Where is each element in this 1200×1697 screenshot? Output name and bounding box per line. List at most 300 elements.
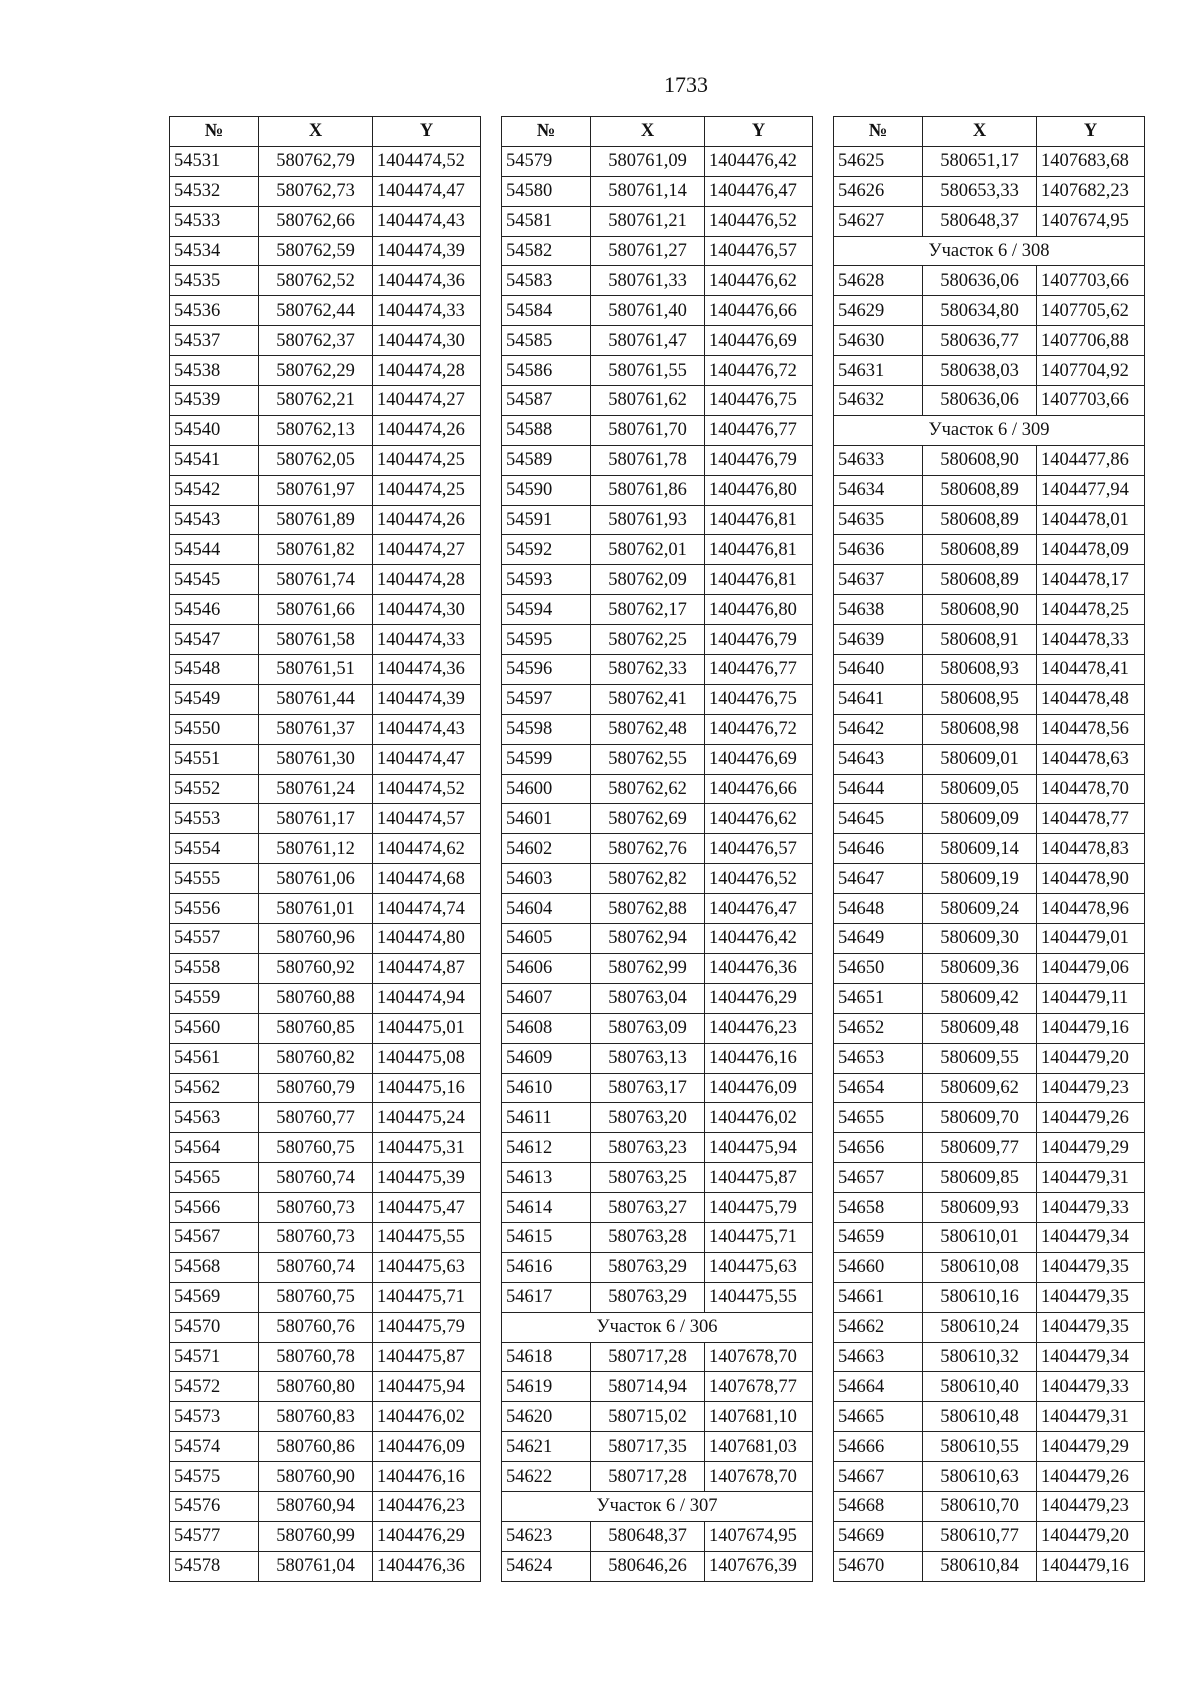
- point-number-cell: 54660: [834, 1252, 923, 1282]
- x-coordinate-cell: 580762,05: [259, 445, 373, 475]
- table-row: [170, 924, 481, 954]
- point-number-cell: 54575: [170, 1462, 259, 1492]
- table-row: [834, 1222, 1145, 1252]
- x-coordinate-cell: 580761,97: [259, 475, 373, 505]
- point-number-cell: 54630: [834, 326, 923, 356]
- table-row: [170, 415, 481, 445]
- table-row: [502, 415, 813, 445]
- point-number-cell: 54547: [170, 625, 259, 655]
- table-row: [502, 146, 813, 176]
- table-row: [502, 714, 813, 744]
- y-coordinate-cell: 1404479,35: [1037, 1312, 1145, 1342]
- point-number-cell: 54622: [502, 1462, 591, 1492]
- x-coordinate-cell: 580762,59: [259, 236, 373, 266]
- x-coordinate-cell: 580762,25: [591, 625, 705, 655]
- table-row: [502, 1521, 813, 1551]
- table-row: [170, 1491, 481, 1521]
- point-number-cell: 54588: [502, 415, 591, 445]
- x-coordinate-cell: 580717,35: [591, 1432, 705, 1462]
- point-number-cell: 54598: [502, 714, 591, 744]
- x-coordinate-cell: 580760,99: [259, 1521, 373, 1551]
- y-coordinate-cell: 1407706,88: [1037, 326, 1145, 356]
- table-row: [170, 714, 481, 744]
- point-number-cell: 54549: [170, 684, 259, 714]
- x-coordinate-cell: 580760,82: [259, 1043, 373, 1073]
- x-coordinate-cell: 580760,92: [259, 953, 373, 983]
- table-row: [170, 1043, 481, 1073]
- x-coordinate-cell: 580762,55: [591, 744, 705, 774]
- table-row: [502, 1282, 813, 1312]
- y-coordinate-cell: 1404476,80: [705, 595, 813, 625]
- y-coordinate-cell: 1404476,81: [705, 565, 813, 595]
- table-row: [502, 595, 813, 625]
- point-number-cell: 54643: [834, 744, 923, 774]
- header-y: Y: [373, 117, 481, 147]
- table-row: [834, 1043, 1145, 1073]
- point-number-cell: 54635: [834, 505, 923, 535]
- y-coordinate-cell: 1404475,55: [373, 1222, 481, 1252]
- table-row: [170, 655, 481, 685]
- y-coordinate-cell: 1404475,47: [373, 1193, 481, 1223]
- table-row: [502, 445, 813, 475]
- point-number-cell: 54578: [170, 1551, 259, 1581]
- y-coordinate-cell: 1404478,48: [1037, 684, 1145, 714]
- y-coordinate-cell: 1404474,39: [373, 684, 481, 714]
- table-row: [834, 176, 1145, 206]
- x-coordinate-cell: 580762,82: [591, 864, 705, 894]
- point-number-cell: 54647: [834, 864, 923, 894]
- point-number-cell: 54586: [502, 356, 591, 386]
- y-coordinate-cell: 1404474,36: [373, 266, 481, 296]
- x-coordinate-cell: 580651,17: [923, 146, 1037, 176]
- y-coordinate-cell: 1404476,02: [705, 1103, 813, 1133]
- x-coordinate-cell: 580763,09: [591, 1013, 705, 1043]
- point-number-cell: 54579: [502, 146, 591, 176]
- point-number-cell: 54595: [502, 625, 591, 655]
- x-coordinate-cell: 580610,01: [923, 1222, 1037, 1252]
- point-number-cell: 54582: [502, 236, 591, 266]
- point-number-cell: 54649: [834, 924, 923, 954]
- y-coordinate-cell: 1404476,36: [373, 1551, 481, 1581]
- point-number-cell: 54607: [502, 983, 591, 1013]
- point-number-cell: 54587: [502, 386, 591, 416]
- table-row: [170, 266, 481, 296]
- point-number-cell: 54583: [502, 266, 591, 296]
- table-row: [834, 535, 1145, 565]
- table-row: [170, 684, 481, 714]
- table-row: [834, 714, 1145, 744]
- section-label: Участок 6 / 308: [834, 236, 1145, 266]
- x-coordinate-cell: 580762,94: [591, 924, 705, 954]
- point-number-cell: 54538: [170, 356, 259, 386]
- table-row: [834, 1133, 1145, 1163]
- table-row: [834, 326, 1145, 356]
- table-row: [170, 565, 481, 595]
- y-coordinate-cell: 1404476,57: [705, 236, 813, 266]
- x-coordinate-cell: 580762,17: [591, 595, 705, 625]
- point-number-cell: 54627: [834, 206, 923, 236]
- y-coordinate-cell: 1404474,26: [373, 415, 481, 445]
- table-row: [170, 1551, 481, 1581]
- x-coordinate-cell: 580763,04: [591, 983, 705, 1013]
- y-coordinate-cell: 1404479,33: [1037, 1193, 1145, 1223]
- table-row: [170, 864, 481, 894]
- x-coordinate-cell: 580761,47: [591, 326, 705, 356]
- x-coordinate-cell: 580762,48: [591, 714, 705, 744]
- table-row: [502, 1103, 813, 1133]
- x-coordinate-cell: 580761,01: [259, 894, 373, 924]
- y-coordinate-cell: 1404474,52: [373, 774, 481, 804]
- table-row: [834, 744, 1145, 774]
- x-coordinate-cell: 580762,88: [591, 894, 705, 924]
- y-coordinate-cell: 1404476,62: [705, 266, 813, 296]
- x-coordinate-cell: 580761,12: [259, 834, 373, 864]
- x-coordinate-cell: 580762,33: [591, 655, 705, 685]
- x-coordinate-cell: 580609,42: [923, 983, 1037, 1013]
- point-number-cell: 54536: [170, 296, 259, 326]
- header-number: №: [834, 117, 923, 147]
- point-number-cell: 54568: [170, 1252, 259, 1282]
- x-coordinate-cell: 580761,33: [591, 266, 705, 296]
- y-coordinate-cell: 1404478,41: [1037, 655, 1145, 685]
- y-coordinate-cell: 1407676,39: [705, 1551, 813, 1581]
- x-coordinate-cell: 580636,06: [923, 386, 1037, 416]
- point-number-cell: 54589: [502, 445, 591, 475]
- y-coordinate-cell: 1404478,33: [1037, 625, 1145, 655]
- page-number: 1733: [664, 72, 708, 97]
- table-row: [170, 1312, 481, 1342]
- table-row: [834, 684, 1145, 714]
- x-coordinate-cell: 580610,77: [923, 1521, 1037, 1551]
- point-number-cell: 54658: [834, 1193, 923, 1223]
- table-row: [170, 1073, 481, 1103]
- y-coordinate-cell: 1404475,39: [373, 1163, 481, 1193]
- y-coordinate-cell: 1404478,83: [1037, 834, 1145, 864]
- y-coordinate-cell: 1404475,63: [705, 1252, 813, 1282]
- point-number-cell: 54668: [834, 1491, 923, 1521]
- point-number-cell: 54540: [170, 415, 259, 445]
- table-row: [170, 744, 481, 774]
- x-coordinate-cell: 580761,04: [259, 1551, 373, 1581]
- table-row: [834, 1521, 1145, 1551]
- table-row: [834, 266, 1145, 296]
- x-coordinate-cell: 580609,77: [923, 1133, 1037, 1163]
- x-coordinate-cell: 580762,21: [259, 386, 373, 416]
- point-number-cell: 54597: [502, 684, 591, 714]
- point-number-cell: 54670: [834, 1551, 923, 1581]
- point-number-cell: 54601: [502, 804, 591, 834]
- point-number-cell: 54617: [502, 1282, 591, 1312]
- point-number-cell: 54593: [502, 565, 591, 595]
- x-coordinate-cell: 580762,13: [259, 415, 373, 445]
- x-coordinate-cell: 580609,62: [923, 1073, 1037, 1103]
- x-coordinate-cell: 580762,01: [591, 535, 705, 565]
- x-coordinate-cell: 580761,82: [259, 535, 373, 565]
- x-coordinate-cell: 580760,74: [259, 1163, 373, 1193]
- x-coordinate-cell: 580608,89: [923, 535, 1037, 565]
- table-row: [170, 1402, 481, 1432]
- point-number-cell: 54646: [834, 834, 923, 864]
- y-coordinate-cell: 1404476,47: [705, 176, 813, 206]
- table-row: [170, 475, 481, 505]
- point-number-cell: 54573: [170, 1402, 259, 1432]
- table-row: [502, 1073, 813, 1103]
- point-number-cell: 54616: [502, 1252, 591, 1282]
- x-coordinate-cell: 580609,48: [923, 1013, 1037, 1043]
- x-coordinate-cell: 580760,88: [259, 983, 373, 1013]
- y-coordinate-cell: 1404476,52: [705, 864, 813, 894]
- table-row: [170, 1133, 481, 1163]
- table-row: [834, 296, 1145, 326]
- table-header-row: [170, 117, 481, 147]
- point-number-cell: 54590: [502, 475, 591, 505]
- point-number-cell: 54653: [834, 1043, 923, 1073]
- x-coordinate-cell: 580762,29: [259, 356, 373, 386]
- y-coordinate-cell: 1404475,79: [373, 1312, 481, 1342]
- y-coordinate-cell: 1407683,68: [1037, 146, 1145, 176]
- y-coordinate-cell: 1407682,23: [1037, 176, 1145, 206]
- x-coordinate-cell: 580608,90: [923, 445, 1037, 475]
- x-coordinate-cell: 580609,55: [923, 1043, 1037, 1073]
- y-coordinate-cell: 1404474,87: [373, 953, 481, 983]
- table-row: [834, 1252, 1145, 1282]
- table-row: [170, 176, 481, 206]
- table-row: [834, 1432, 1145, 1462]
- y-coordinate-cell: 1404476,42: [705, 146, 813, 176]
- table-row: [170, 356, 481, 386]
- point-number-cell: 54553: [170, 804, 259, 834]
- point-number-cell: 54628: [834, 266, 923, 296]
- table-row: [834, 146, 1145, 176]
- point-number-cell: 54618: [502, 1342, 591, 1372]
- section-row: [502, 1312, 813, 1342]
- table-row: [502, 774, 813, 804]
- y-coordinate-cell: 1404476,81: [705, 535, 813, 565]
- y-coordinate-cell: 1404474,94: [373, 983, 481, 1013]
- point-number-cell: 54556: [170, 894, 259, 924]
- point-number-cell: 54632: [834, 386, 923, 416]
- table-row: [170, 236, 481, 266]
- point-number-cell: 54551: [170, 744, 259, 774]
- point-number-cell: 54535: [170, 266, 259, 296]
- x-coordinate-cell: 580608,89: [923, 565, 1037, 595]
- y-coordinate-cell: 1404476,81: [705, 505, 813, 535]
- y-coordinate-cell: 1407703,66: [1037, 386, 1145, 416]
- y-coordinate-cell: 1404475,71: [373, 1282, 481, 1312]
- y-coordinate-cell: 1407681,10: [705, 1402, 813, 1432]
- point-number-cell: 54552: [170, 774, 259, 804]
- table-row: [834, 655, 1145, 685]
- y-coordinate-cell: 1404475,71: [705, 1222, 813, 1252]
- x-coordinate-cell: 580608,91: [923, 625, 1037, 655]
- table-row: [502, 1372, 813, 1402]
- table-row: [502, 176, 813, 206]
- y-coordinate-cell: 1407674,95: [705, 1521, 813, 1551]
- table-row: [834, 983, 1145, 1013]
- point-number-cell: 54559: [170, 983, 259, 1013]
- point-number-cell: 54581: [502, 206, 591, 236]
- table-row: [170, 595, 481, 625]
- x-coordinate-cell: 580638,03: [923, 356, 1037, 386]
- point-number-cell: 54642: [834, 714, 923, 744]
- point-number-cell: 54636: [834, 535, 923, 565]
- point-number-cell: 54533: [170, 206, 259, 236]
- y-coordinate-cell: 1404474,30: [373, 326, 481, 356]
- x-coordinate-cell: 580717,28: [591, 1462, 705, 1492]
- table-row: [502, 924, 813, 954]
- x-coordinate-cell: 580648,37: [923, 206, 1037, 236]
- x-coordinate-cell: 580761,55: [591, 356, 705, 386]
- y-coordinate-cell: 1404479,29: [1037, 1432, 1145, 1462]
- point-number-cell: 54537: [170, 326, 259, 356]
- table-row: [502, 356, 813, 386]
- y-coordinate-cell: 1404476,16: [705, 1043, 813, 1073]
- y-coordinate-cell: 1404478,70: [1037, 774, 1145, 804]
- table-row: [834, 804, 1145, 834]
- table-row: [170, 535, 481, 565]
- point-number-cell: 54633: [834, 445, 923, 475]
- x-coordinate-cell: 580761,40: [591, 296, 705, 326]
- table-row: [170, 1372, 481, 1402]
- y-coordinate-cell: 1404474,43: [373, 206, 481, 236]
- x-coordinate-cell: 580761,66: [259, 595, 373, 625]
- x-coordinate-cell: 580762,52: [259, 266, 373, 296]
- header-y: Y: [705, 117, 813, 147]
- table-row: [834, 595, 1145, 625]
- y-coordinate-cell: 1404474,43: [373, 714, 481, 744]
- y-coordinate-cell: 1404479,33: [1037, 1372, 1145, 1402]
- x-coordinate-cell: 580763,29: [591, 1252, 705, 1282]
- x-coordinate-cell: 580762,09: [591, 565, 705, 595]
- y-coordinate-cell: 1404477,86: [1037, 445, 1145, 475]
- y-coordinate-cell: 1407678,70: [705, 1342, 813, 1372]
- table-row: [170, 296, 481, 326]
- y-coordinate-cell: 1404475,24: [373, 1103, 481, 1133]
- x-coordinate-cell: 580610,32: [923, 1342, 1037, 1372]
- y-coordinate-cell: 1404474,27: [373, 386, 481, 416]
- table-row: [170, 625, 481, 655]
- table-row: [834, 1342, 1145, 1372]
- point-number-cell: 54641: [834, 684, 923, 714]
- point-number-cell: 54613: [502, 1163, 591, 1193]
- y-coordinate-cell: 1404475,55: [705, 1282, 813, 1312]
- point-number-cell: 54555: [170, 864, 259, 894]
- table-row: [502, 1163, 813, 1193]
- y-coordinate-cell: 1404474,25: [373, 475, 481, 505]
- table-row: [834, 1193, 1145, 1223]
- x-coordinate-cell: 580761,70: [591, 415, 705, 445]
- x-coordinate-cell: 580762,41: [591, 684, 705, 714]
- y-coordinate-cell: 1404479,06: [1037, 953, 1145, 983]
- table-row: [834, 774, 1145, 804]
- y-coordinate-cell: 1404474,33: [373, 296, 481, 326]
- table-row: [170, 1222, 481, 1252]
- y-coordinate-cell: 1404474,36: [373, 655, 481, 685]
- point-number-cell: 54667: [834, 1462, 923, 1492]
- y-coordinate-cell: 1404476,77: [705, 655, 813, 685]
- x-coordinate-cell: 580762,76: [591, 834, 705, 864]
- table-row: [834, 356, 1145, 386]
- point-number-cell: 54634: [834, 475, 923, 505]
- table-row: [170, 146, 481, 176]
- point-number-cell: 54666: [834, 1432, 923, 1462]
- y-coordinate-cell: 1404479,01: [1037, 924, 1145, 954]
- point-number-cell: 54599: [502, 744, 591, 774]
- point-number-cell: 54620: [502, 1402, 591, 1432]
- point-number-cell: 54545: [170, 565, 259, 595]
- table-row: [834, 1402, 1145, 1432]
- x-coordinate-cell: 580763,25: [591, 1163, 705, 1193]
- x-coordinate-cell: 580610,55: [923, 1432, 1037, 1462]
- y-coordinate-cell: 1407678,70: [705, 1462, 813, 1492]
- table-row: [170, 1163, 481, 1193]
- table-row: [834, 1103, 1145, 1133]
- y-coordinate-cell: 1407704,92: [1037, 356, 1145, 386]
- table-row: [834, 505, 1145, 535]
- x-coordinate-cell: 580763,20: [591, 1103, 705, 1133]
- point-number-cell: 54572: [170, 1372, 259, 1402]
- table-row: [502, 326, 813, 356]
- y-coordinate-cell: 1404474,28: [373, 565, 481, 595]
- point-number-cell: 54574: [170, 1432, 259, 1462]
- y-coordinate-cell: 1404477,94: [1037, 475, 1145, 505]
- table-row: [502, 1342, 813, 1372]
- x-coordinate-cell: 580760,83: [259, 1402, 373, 1432]
- point-number-cell: 54608: [502, 1013, 591, 1043]
- x-coordinate-cell: 580760,90: [259, 1462, 373, 1492]
- table-row: [834, 1312, 1145, 1342]
- x-coordinate-cell: 580610,48: [923, 1402, 1037, 1432]
- y-coordinate-cell: 1404478,96: [1037, 894, 1145, 924]
- x-coordinate-cell: 580760,74: [259, 1252, 373, 1282]
- point-number-cell: 54656: [834, 1133, 923, 1163]
- table-header-row: [834, 117, 1145, 147]
- table-row: [170, 1432, 481, 1462]
- section-row: [834, 236, 1145, 266]
- x-coordinate-cell: 580763,13: [591, 1043, 705, 1073]
- y-coordinate-cell: 1404479,34: [1037, 1222, 1145, 1252]
- y-coordinate-cell: 1404479,11: [1037, 983, 1145, 1013]
- y-coordinate-cell: 1404476,47: [705, 894, 813, 924]
- y-coordinate-cell: 1404476,80: [705, 475, 813, 505]
- x-coordinate-cell: 580608,90: [923, 595, 1037, 625]
- table-row: [170, 774, 481, 804]
- point-number-cell: 54576: [170, 1491, 259, 1521]
- x-coordinate-cell: 580761,89: [259, 505, 373, 535]
- section-label: Участок 6 / 307: [502, 1491, 813, 1521]
- y-coordinate-cell: 1404475,87: [705, 1163, 813, 1193]
- point-number-cell: 54614: [502, 1193, 591, 1223]
- y-coordinate-cell: 1404476,75: [705, 684, 813, 714]
- table-row: [502, 834, 813, 864]
- point-number-cell: 54663: [834, 1342, 923, 1372]
- y-coordinate-cell: 1404476,23: [705, 1013, 813, 1043]
- table-row: [170, 1103, 481, 1133]
- table-row: [170, 804, 481, 834]
- x-coordinate-cell: 580762,99: [591, 953, 705, 983]
- table-row: [502, 1222, 813, 1252]
- point-number-cell: 54557: [170, 924, 259, 954]
- point-number-cell: 54564: [170, 1133, 259, 1163]
- table-row: [502, 565, 813, 595]
- table-row: [502, 1133, 813, 1163]
- point-number-cell: 54562: [170, 1073, 259, 1103]
- y-coordinate-cell: 1404478,09: [1037, 535, 1145, 565]
- table-row: [834, 1462, 1145, 1492]
- point-number-cell: 54592: [502, 535, 591, 565]
- table-row: [502, 983, 813, 1013]
- y-coordinate-cell: 1404476,09: [373, 1432, 481, 1462]
